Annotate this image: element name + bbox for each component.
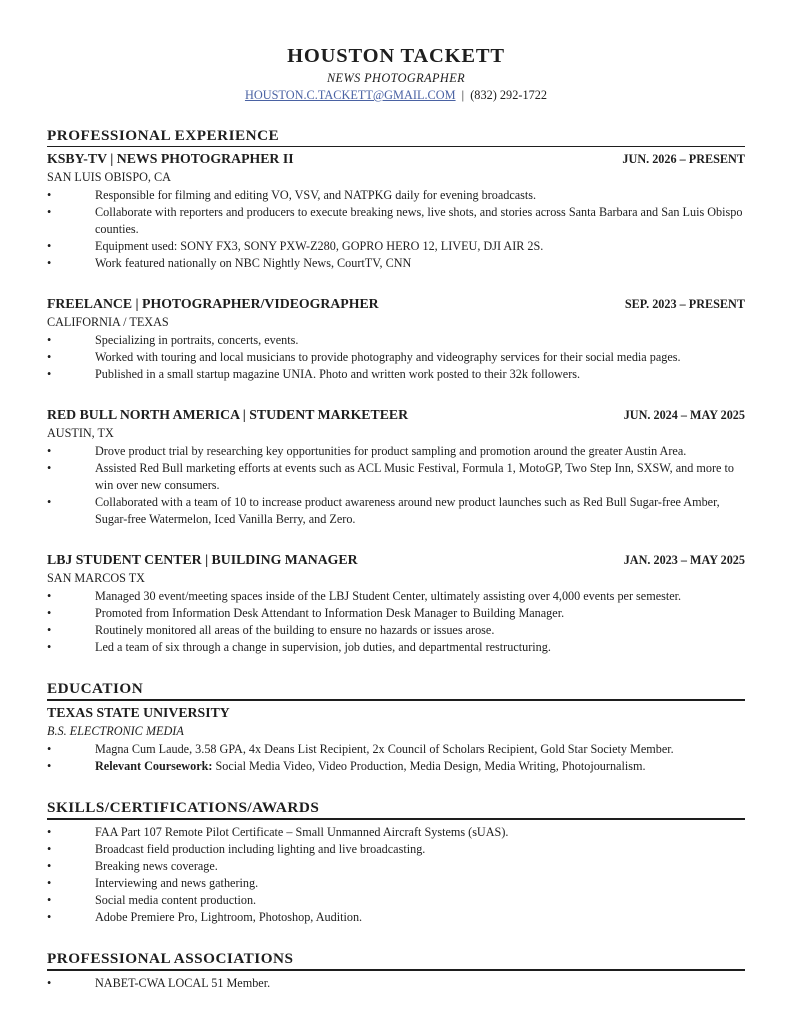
bullet-item: [47, 622, 745, 639]
bullet-text: Collaborated with a team of 10 to increase product awareness around new product launches such as Red Bull Sugar-free Amber, Sugar-free Watermelon, Iced Vanilla Berry, and Zero.: [95, 495, 720, 526]
job-freelance: [47, 295, 745, 383]
bullet-marker: •: [47, 256, 52, 270]
job-ksby: [47, 150, 745, 272]
bullet-item: [47, 639, 745, 656]
bullet-item: [47, 460, 745, 494]
bullet-marker: •: [47, 333, 52, 347]
job-location: SAN MARCOS TX: [47, 571, 145, 585]
skills-bullets: [47, 824, 745, 926]
bullet-marker: •: [47, 910, 52, 924]
bullet-marker: •: [47, 239, 52, 253]
bullet-text: NABET-CWA LOCAL 51 Member.: [95, 976, 271, 990]
bullet-item: [47, 204, 745, 238]
bullet-marker: •: [47, 461, 52, 475]
bullet-marker: •: [47, 876, 52, 890]
bullet-text: Assisted Red Bull marketing efforts at events such as ACL Music Festival, Formula 1, MotoGP, Two Step Inn, SXSW, and more to win over new consumers.: [95, 461, 734, 492]
coursework-text: Social Media Video, Video Production, Media Design, Media Writing, Photojournalism.: [212, 759, 646, 773]
bullet-item: [47, 824, 745, 841]
person-job-title: NEWS PHOTOGRAPHER: [326, 71, 466, 85]
bullet-item: [47, 758, 745, 775]
job-location: AUSTIN, TX: [47, 426, 114, 440]
section-heading-education: EDUCATION: [47, 679, 745, 701]
job-title: LBJ STUDENT CENTER | BUILDING MANAGER: [47, 552, 358, 567]
section-education: [47, 679, 745, 775]
bullet-marker: •: [47, 205, 52, 219]
section-skills: [47, 798, 745, 926]
bullet-text: Magna Cum Laude, 3.58 GPA, 4x Deans List Recipient, 2x Council of Scholars Recipient, Gold Star Society Member.: [95, 742, 674, 756]
job-dates: SEP. 2023 – PRESENT: [624, 297, 745, 311]
education-bullets: [47, 741, 745, 775]
bullet-item: [47, 255, 745, 272]
bullet-marker: •: [47, 367, 52, 381]
bullet-text: Social media content production.: [95, 893, 257, 907]
bullet-item: [47, 238, 745, 255]
job-location: CALIFORNIA / TEXAS: [47, 315, 169, 329]
bullet-marker: •: [47, 842, 52, 856]
bullet-text: Routinely monitored all areas of the building to ensure no hazards or issues arose.: [95, 623, 495, 637]
bullet-marker: •: [47, 589, 52, 603]
bullet-marker: •: [47, 893, 52, 907]
job-dates: JAN. 2023 – MAY 2025: [623, 553, 745, 567]
bullet-marker: •: [47, 640, 52, 654]
job-bullets: [47, 588, 745, 656]
job-redbull: [47, 406, 745, 528]
job-head: [47, 406, 745, 424]
bullet-marker: •: [47, 350, 52, 364]
bullet-item: [47, 741, 745, 758]
job-head: [47, 551, 745, 569]
school-name: TEXAS STATE UNIVERSITY: [47, 705, 230, 720]
contact-line: [47, 88, 745, 103]
job-dates: JUN. 2024 – MAY 2025: [623, 408, 745, 422]
bullet-text: Drove product trial by researching key opportunities for product sampling and promotion around the greater Austin Area.: [95, 444, 687, 458]
phone-number: (832) 292-1722: [470, 88, 548, 102]
bullet-text: Interviewing and news gathering.: [95, 876, 259, 890]
job-bullets: [47, 332, 745, 383]
bullet-text: Work featured nationally on NBC Nightly News, CourtTV, CNN: [95, 256, 412, 270]
bullet-item: [47, 443, 745, 460]
bullet-item: [47, 605, 745, 622]
bullet-text: Published in a small startup magazine UNIA. Photo and written work posted to their 32k followers.: [95, 367, 581, 381]
bullet-text: Responsible for filming and editing VO, VSV, and NATPKG daily for evening broadcasts.: [95, 188, 537, 202]
bullet-item: [47, 332, 745, 349]
bullet-text: Promoted from Information Desk Attendant to Information Desk Manager to Building Manager.: [95, 606, 565, 620]
bullet-item: [47, 366, 745, 383]
bullet-text: Broadcast field production including lighting and live broadcasting.: [95, 842, 426, 856]
bullet-item: [47, 841, 745, 858]
bullet-marker: •: [47, 859, 52, 873]
section-professional-experience: [47, 126, 745, 656]
bullet-item: [47, 892, 745, 909]
job-bullets: [47, 443, 745, 528]
bullet-item: [47, 588, 745, 605]
person-name: HOUSTON TACKETT: [287, 45, 505, 67]
section-associations: [47, 949, 745, 992]
bullet-marker: •: [47, 742, 52, 756]
bullet-marker: •: [47, 759, 52, 773]
bullet-item: [47, 494, 745, 528]
bullet-marker: •: [47, 495, 52, 509]
bullet-text: Managed 30 event/meeting spaces inside of the LBJ Student Center, ultimately assisting over 4,000 events per semester.: [95, 589, 682, 603]
bullet-text: Specializing in portraits, concerts, events.: [95, 333, 299, 347]
job-bullets: [47, 187, 745, 272]
coursework-label: Relevant Coursework:: [95, 759, 213, 773]
bullet-text: Worked with touring and local musicians to provide photography and videography services for their social media pages.: [95, 350, 681, 364]
bullet-text: Collaborate with reporters and producers to execute breaking news, live shots, and stories across Santa Barbara and San Luis Obispo counties.: [95, 205, 743, 236]
bullet-marker: •: [47, 623, 52, 637]
bullet-marker: •: [47, 825, 52, 839]
bullet-item: [47, 909, 745, 926]
bullet-text: Equipment used: SONY FX3, SONY PXW-Z280, GOPRO HERO 12, LIVEU, DJI AIR 2S.: [95, 239, 544, 253]
bullet-item: [47, 875, 745, 892]
bullet-text: Led a team of six through a change in supervision, job duties, and departmental restructuring.: [95, 640, 551, 654]
job-head: [47, 150, 745, 168]
email-link[interactable]: HOUSTON.C.TACKETT@GMAIL.COM: [244, 88, 456, 102]
degree-name: B.S. ELECTRONIC MEDIA: [47, 724, 184, 738]
job-title: KSBY-TV | NEWS PHOTOGRAPHER II: [47, 151, 294, 166]
education-entry: [47, 704, 745, 775]
bullet-text: Adobe Premiere Pro, Lightroom, Photoshop, Audition.: [95, 910, 363, 924]
bullet-marker: •: [47, 188, 52, 202]
bullet-item: [47, 349, 745, 366]
bullet-item: [47, 858, 745, 875]
associations-bullets: [47, 975, 745, 992]
job-head: [47, 295, 745, 313]
bullet-marker: •: [47, 444, 52, 458]
job-lbj: [47, 551, 745, 656]
contact-separator: |: [461, 88, 465, 102]
resume-header: [47, 44, 745, 103]
job-dates: JUN. 2026 – PRESENT: [622, 152, 745, 166]
bullet-item: [47, 187, 745, 204]
bullet-marker: •: [47, 976, 52, 990]
section-heading-experience: PROFESSIONAL EXPERIENCE: [47, 126, 745, 147]
bullet-text: Breaking news coverage.: [95, 859, 218, 873]
section-heading-associations: PROFESSIONAL ASSOCIATIONS: [47, 949, 745, 971]
bullet-text: FAA Part 107 Remote Pilot Certificate – Small Unmanned Aircraft Systems (sUAS).: [95, 825, 509, 839]
bullet-item: [47, 975, 745, 992]
bullet-marker: •: [47, 606, 52, 620]
job-title: FREELANCE | PHOTOGRAPHER/VIDEOGRAPHER: [47, 296, 379, 311]
bullet-text: [95, 758, 745, 775]
job-location: SAN LUIS OBISPO, CA: [47, 170, 171, 184]
job-title: RED BULL NORTH AMERICA | STUDENT MARKETEER: [47, 407, 409, 422]
school-head: [47, 704, 745, 722]
section-heading-skills: SKILLS/CERTIFICATIONS/AWARDS: [47, 798, 745, 820]
